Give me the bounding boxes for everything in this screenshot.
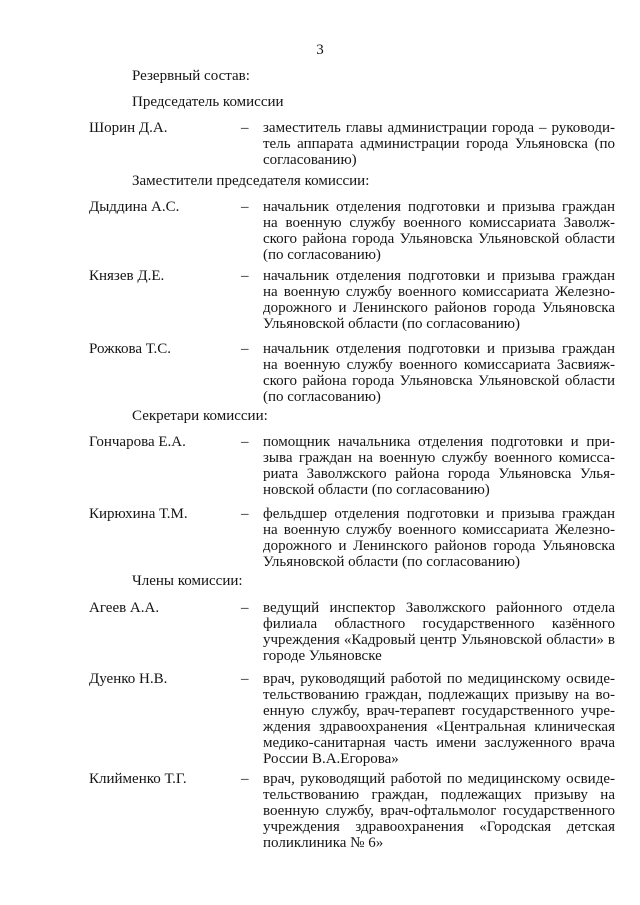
person-name: Дуенко Н.В.: [89, 671, 168, 687]
position-description: помощник начальника отделения подготовки и призыва граждан на военную службу военного комиссариата Заволжского района города Ульяновска Ульяновской области (по согласованию): [263, 434, 615, 498]
deputy-entry: [89, 199, 629, 279]
person-name: Князев Д.Е.: [89, 268, 165, 284]
member-entry: [89, 671, 629, 767]
position-description: начальник отделения подготовки и призыва граждан на военную службу военного комиссариата Железнодорожного и Ленинского районов города Ульяновска Ульяновской области (по согласованию): [263, 268, 615, 332]
person-name: Гончарова Е.А.: [89, 434, 186, 450]
position-description: фельдшер отделения подготовки и призыва граждан на военную службу военного комиссариата Железнодорожного и Ленинского районов города Ульяновска Ульяновской области (по согласованию): [263, 506, 615, 570]
dash-separator: –: [241, 771, 249, 787]
person-name: Агеев А.А.: [89, 600, 160, 616]
chairman-heading: Председатель комиссии: [132, 94, 284, 110]
page-number: 3: [316, 42, 324, 58]
position-description: врач, руководящий работой по медицинскому освидетельствованию граждан, подлежащих призыву на военную службу, врач-офтальмолог государственного учреждения здравоохранения «Городская детская поликлиника № 6»: [263, 771, 615, 851]
dash-separator: –: [241, 120, 249, 136]
dash-separator: –: [241, 199, 249, 215]
position-description: начальник отделения подготовки и призыва граждан на военную службу военного комиссариата Заволжского района города Ульяновска Ульяновской области (по согласованию): [263, 199, 615, 263]
dash-separator: –: [241, 268, 249, 284]
dash-separator: –: [241, 434, 249, 450]
dash-separator: –: [241, 671, 249, 687]
person-name: Дыддина А.С.: [89, 199, 180, 215]
position-description: начальник отделения подготовки и призыва граждан на военную службу военного комиссариата Засвияжского района города Ульяновска Ульяновской области (по согласованию): [263, 341, 615, 405]
deputies-heading: Заместители председателя комиссии:: [132, 173, 370, 189]
secretaries-heading: Секретари комиссии:: [132, 408, 268, 424]
dash-separator: –: [241, 341, 249, 357]
dash-separator: –: [241, 506, 249, 522]
person-name: Клийменко Т.Г.: [89, 771, 187, 787]
position-description: заместитель главы администрации города – руководитель аппарата администрации города Ульяновска (по согласованию): [263, 120, 615, 168]
member-entry: [89, 771, 629, 851]
position-description: ведущий инспектор Заволжского районного отдела филиала областного государственного казённого учреждения «Кадровый центр Ульяновской области» в городе Ульяновске: [263, 600, 615, 664]
secretary-entry: [89, 434, 629, 514]
dash-separator: –: [241, 600, 249, 616]
reserve-heading: Резервный состав:: [132, 68, 250, 84]
position-description: врач, руководящий работой по медицинскому освидетельствованию граждан, подлежащих призыву на военную службу, врач-терапевт государственного учреждения здравоохранения «Центральная клиническая медико-санитарная часть имени заслуженного врача России В.А.Егорова»: [263, 671, 615, 767]
deputy-entry: [89, 268, 629, 348]
person-name: Шорин Д.А.: [89, 120, 168, 136]
person-name: Кирюхина Т.М.: [89, 506, 188, 522]
members-heading: Члены комиссии:: [132, 573, 243, 589]
member-entry: [89, 600, 629, 680]
person-name: Рожкова Т.С.: [89, 341, 171, 357]
